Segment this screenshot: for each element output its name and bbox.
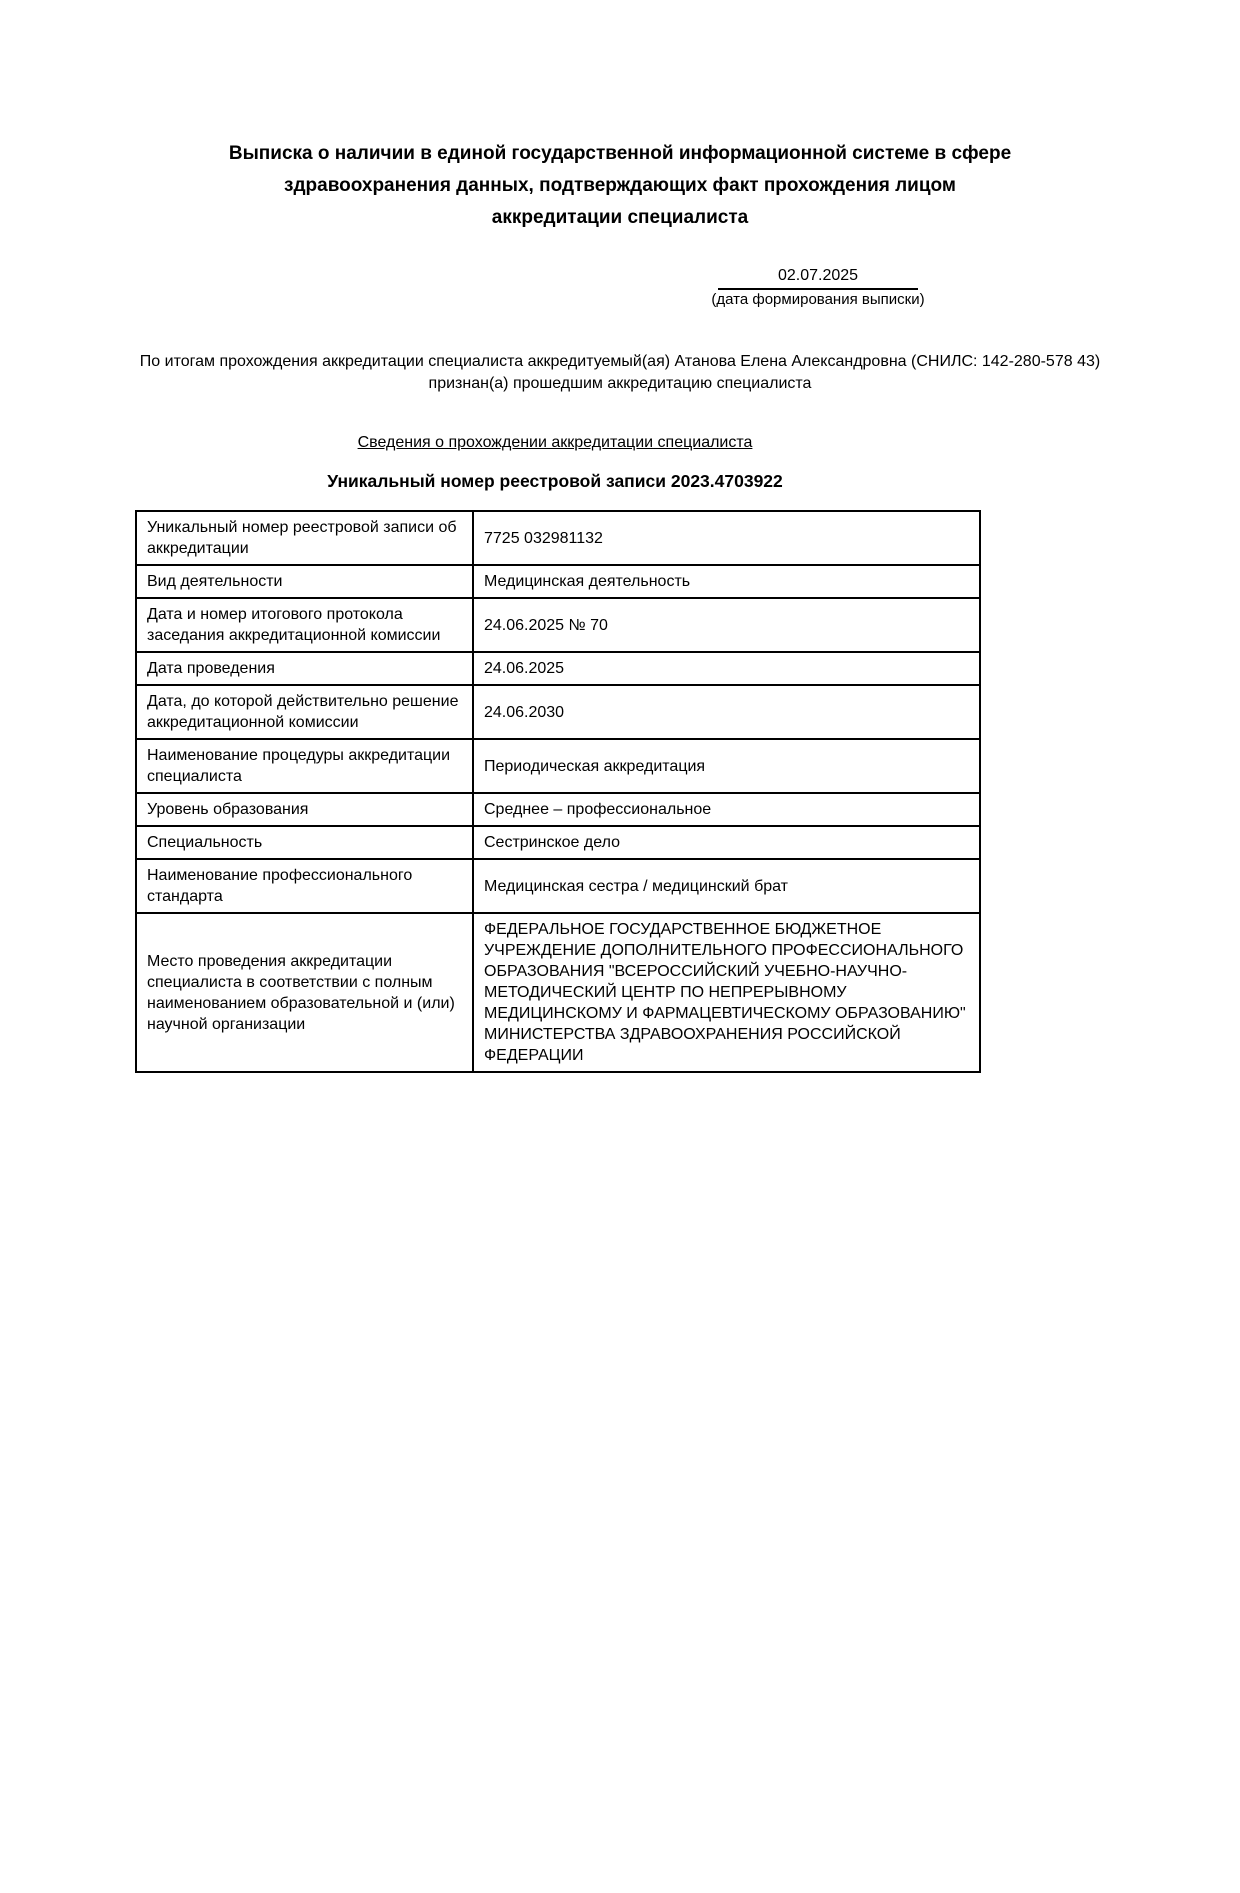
accreditation-table	[135, 510, 981, 1073]
row-label: Наименование профессионального стандарта	[136, 859, 473, 913]
row-value: Периодическая аккредитация	[473, 739, 980, 793]
row-value: Среднее – профессиональное	[473, 793, 980, 826]
formation-date-block	[668, 266, 968, 309]
row-label: Дата, до которой действительно решение аккредитационной комиссии	[136, 685, 473, 739]
document-title: Выписка о наличии в единой государственной информационной системе в сфере здравоохранения данных, подтверждающих факт прохождения лицом аккредитации специалиста	[228, 143, 1012, 228]
row-value: Медицинская сестра / медицинский брат	[473, 859, 980, 913]
table-row	[136, 913, 980, 1072]
row-label: Специальность	[136, 826, 473, 859]
row-label: Уникальный номер реестровой записи об аккредитации	[136, 511, 473, 565]
row-label: Дата проведения	[136, 652, 473, 685]
row-label: Вид деятельности	[136, 565, 473, 598]
table-row	[136, 859, 980, 913]
row-label: Место проведения аккредитации специалиста в соответствии с полным наименованием образовательной и (или) научной организации	[136, 913, 473, 1072]
table-row	[136, 565, 980, 598]
accreditation-summary: По итогам прохождения аккредитации специалиста аккредитуемый(ая) Атанова Елена Александровна (СНИЛС: 142-280-578 43) признан(а) прошедшим аккредитацию специалиста	[139, 353, 1101, 392]
table-row	[136, 826, 980, 859]
registry-number-heading: Уникальный номер реестровой записи 2023.4703922	[327, 471, 783, 491]
row-value: ФЕДЕРАЛЬНОЕ ГОСУДАРСТВЕННОЕ БЮДЖЕТНОЕ УЧРЕЖДЕНИЕ ДОПОЛНИТЕЛЬНОГО ПРОФЕССИОНАЛЬНОГО ОБРАЗОВАНИЯ "ВСЕРОССИЙСКИЙ УЧЕБНО-НАУЧНО-МЕТОДИЧЕСКИЙ ЦЕНТР ПО НЕПРЕРЫВНОМУ МЕДИЦИНСКОМУ И ФАРМАЦЕВТИЧЕСКОМУ ОБРАЗОВАНИЮ" МИНИСТЕРСТВА ЗДРАВООХРАНЕНИЯ РОССИЙСКОЙ ФЕДЕРАЦИИ	[473, 913, 980, 1072]
table-row	[136, 739, 980, 793]
table-row	[136, 598, 980, 652]
row-value: 24.06.2025 № 70	[473, 598, 980, 652]
table-row	[136, 652, 980, 685]
table-row	[136, 511, 980, 565]
table-row	[136, 685, 980, 739]
row-label: Уровень образования	[136, 793, 473, 826]
table-row	[136, 793, 980, 826]
row-label: Наименование процедуры аккредитации специалиста	[136, 739, 473, 793]
row-value: Медицинская деятельность	[473, 565, 980, 598]
row-value: 24.06.2030	[473, 685, 980, 739]
document-page	[0, 138, 1240, 1893]
content-column	[135, 433, 975, 1073]
formation-date-value: 02.07.2025	[718, 266, 918, 290]
row-label: Дата и номер итогового протокола заседания аккредитационной комиссии	[136, 598, 473, 652]
row-value: Сестринское дело	[473, 826, 980, 859]
row-value: 24.06.2025	[473, 652, 980, 685]
section-heading: Сведения о прохождении аккредитации специалиста	[357, 434, 753, 451]
row-value: 7725 032981132	[473, 511, 980, 565]
formation-date-caption: (дата формирования выписки)	[711, 291, 925, 308]
